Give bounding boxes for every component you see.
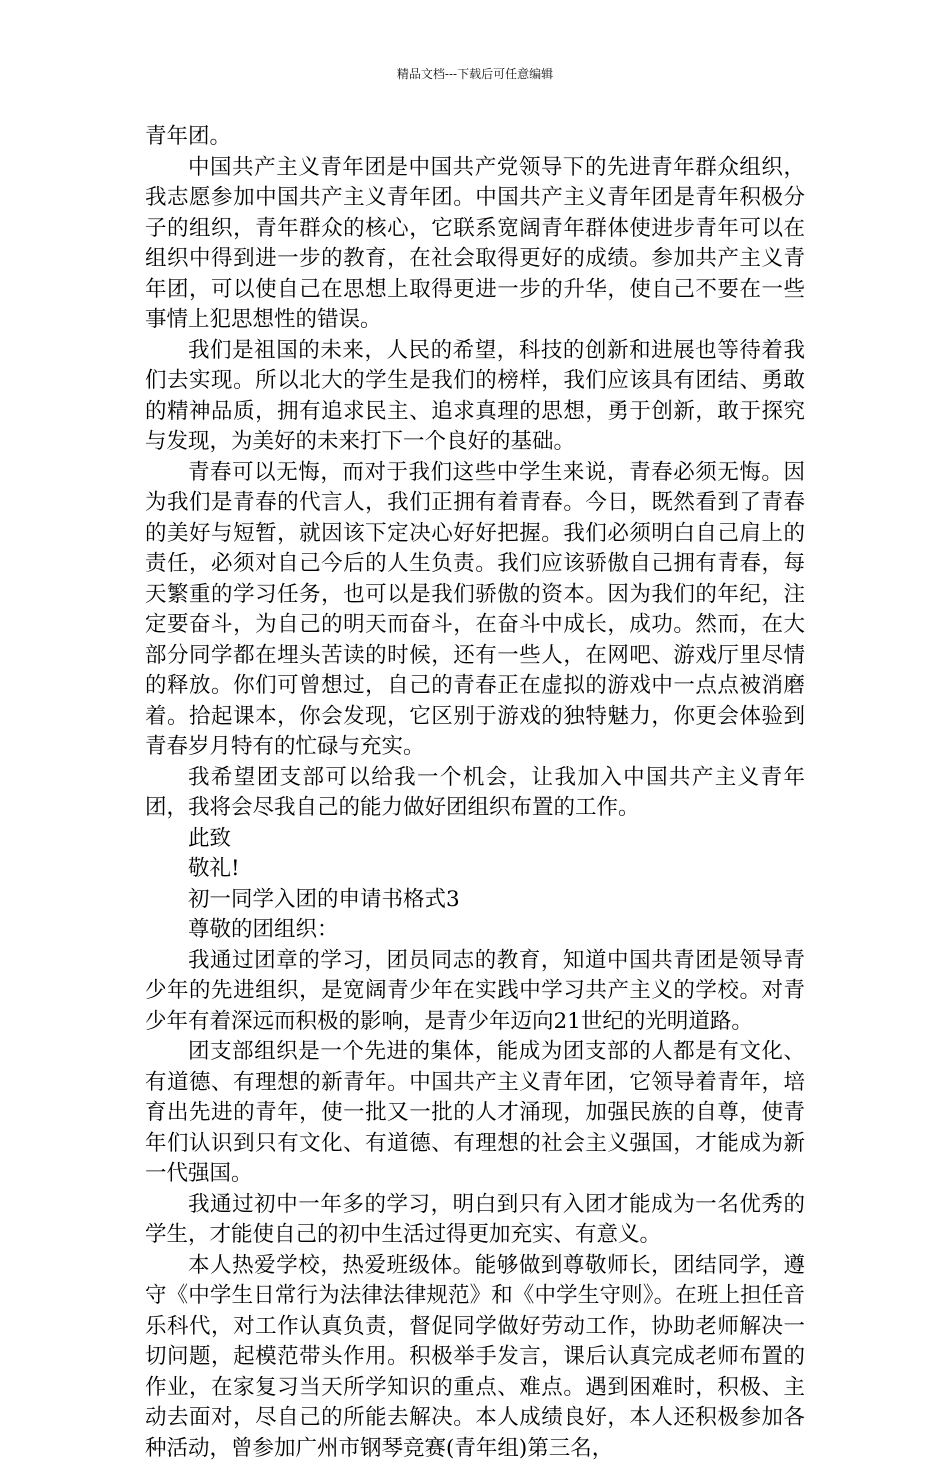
section-title: 初一同学入团的申请书格式3 [145, 885, 805, 916]
paragraph-continuation: 青年团。 [145, 122, 805, 153]
document-body [145, 122, 805, 1464]
paragraph: 中国共产主义青年团是中国共产党领导下的先进青年群众组织，我志愿参加中国共产主义青年团。中国共产主义青年团是青年积极分子的组织，青年群众的核心，它联系宽阔青年群体使进步青年可以在组织中得到进一步的教育，在社会取得更好的成绩。参加共产主义青年团，可以使自己在思想上取得更进一步的升华，使自己不要在一些事情上犯思想性的错误。 [145, 153, 805, 336]
greeting: 尊敬的团组织： [145, 915, 805, 946]
paragraph: 青春可以无悔，而对于我们这些中学生来说，青春必须无悔。因为我们是青春的代言人，我们正拥有着青春。今日，既然看到了青春的美好与短暂，就因该下定决心好好把握。我们必须明白自己肩上的责任，必须对自己今后的人生负责。我们应该骄傲自己拥有青春，每天繁重的学习任务，也可以是我们骄傲的资本。因为我们的年纪，注定要奋斗，为自己的明天而奋斗，在奋斗中成长，成功。然而，在大部分同学都在埋头苦读的时候，还有一些人，在网吧、游戏厅里尽情的释放。你们可曾想过，自己的青春正在虚拟的游戏中一点点被消磨着。拾起课本，你会发现，它区别于游戏的独特魅力，你更会体验到青春岁月特有的忙碌与充实。 [145, 458, 805, 763]
paragraph: 本人热爱学校，热爱班级体。能够做到尊敬师长，团结同学，遵守《中学生日常行为法律法律规范》和《中学生守则》。在班上担任音乐科代，对工作认真负责，督促同学做好劳动工作，协助老师解决一切问题，起模范带头作用。积极举手发言，课后认真完成老师布置的作业，在家复习当天所学知识的重点、难点。遇到困难时，积极、主动去面对，尽自己的所能去解决。本人成绩良好，本人还积极参加各种活动，曾参加广州市钢琴竞赛(青年组)第三名， [145, 1251, 805, 1464]
closing-regards: 敬礼! [145, 854, 805, 885]
paragraph: 团支部组织是一个先进的集体，能成为团支部的人都是有文化、有道德、有理想的新青年。中国共产主义青年团，它领导着青年，培育出先进的青年，使一批又一批的人才涌现，加强民族的自尊，使青年们认识到只有文化、有道德、有理想的社会主义强国，才能成为新一代强国。 [145, 1037, 805, 1190]
paragraph: 我们是祖国的未来，人民的希望，科技的创新和进展也等待着我们去实现。所以北大的学生是我们的榜样，我们应该具有团结、勇敢的精神品质，拥有追求民主、追求真理的思想，勇于创新，敢于探究与发现，为美好的未来打下一个良好的基础。 [145, 336, 805, 458]
closing-salutation: 此致 [145, 824, 805, 855]
paragraph: 我通过团章的学习，团员同志的教育，知道中国共青团是领导青少年的先进组织，是宽阔青少年在实践中学习共产主义的学校。对青少年有着深远而积极的影响，是青少年迈向21世纪的光明道路。 [145, 946, 805, 1038]
page-header: 精品文档---下载后可任意编辑 [0, 66, 950, 82]
paragraph: 我希望团支部可以给我一个机会，让我加入中国共产主义青年团，我将会尽我自己的能力做好团组织布置的工作。 [145, 763, 805, 824]
paragraph: 我通过初中一年多的学习，明白到只有入团才能成为一名优秀的学生，才能使自己的初中生活过得更加充实、有意义。 [145, 1190, 805, 1251]
